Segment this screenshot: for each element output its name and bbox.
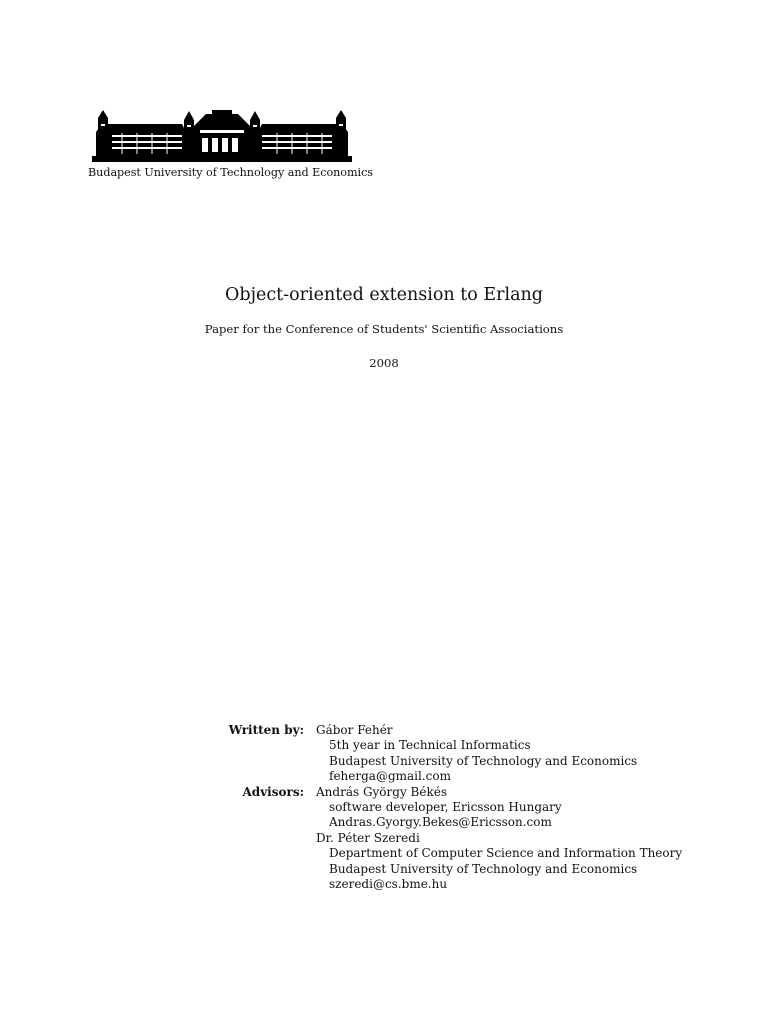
credits-section [200, 723, 682, 892]
paper-title: Object-oriented extension to Erlang [225, 285, 543, 305]
advisors-details [316, 785, 682, 893]
author-year: 5th year in Technical Informatics [329, 738, 531, 753]
author-university: Budapest University of Technology and Economics [329, 753, 638, 768]
author-details [316, 723, 637, 785]
paper-year: 2008 [369, 356, 399, 370]
advisor-email: szeredi@cs.bme.hu [329, 877, 448, 892]
advisor-name: András György Békés [316, 784, 447, 799]
author-name: Gábor Fehér [316, 723, 393, 737]
advisors-row [200, 785, 682, 893]
advisors-label: Advisors: [242, 784, 304, 799]
written-by-label: Written by: [228, 723, 304, 737]
author-email: feherga@gmail.com [329, 769, 451, 784]
advisor-university: Budapest University of Technology and Economics [329, 861, 638, 876]
written-by-row [200, 723, 682, 785]
paper-subtitle: Paper for the Conference of Students' Scientific Associations [204, 322, 564, 336]
advisor-name: Dr. Péter Szeredi [316, 830, 420, 845]
university-building-logo [92, 108, 352, 162]
advisor-email: Andras.Gyorgy.Bekes@Ericsson.com [329, 815, 552, 830]
university-caption: Budapest University of Technology and Economics [88, 166, 373, 179]
university-logo-block [88, 108, 373, 179]
advisor-department: Department of Computer Science and Information Theory [329, 846, 683, 861]
advisor-position: software developer, Ericsson Hungary [329, 800, 562, 815]
